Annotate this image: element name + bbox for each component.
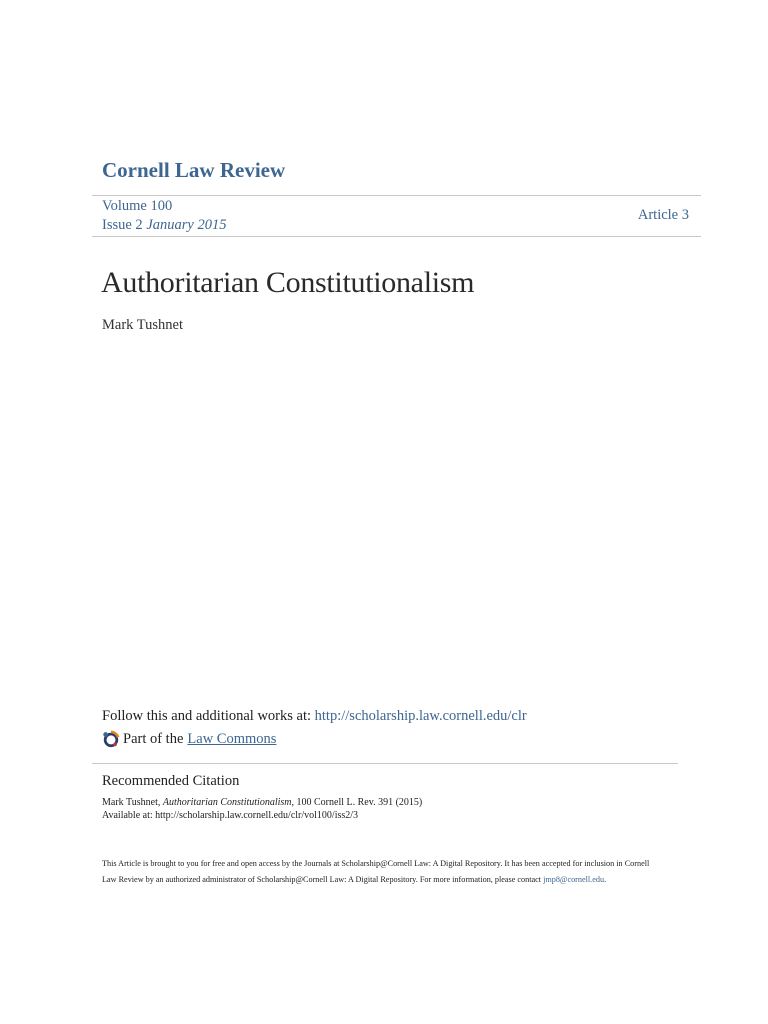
footer-note: This Article is brought to you for free and open access by the Journals at Scholarship@Cornell Law: A Digital Repository. It has been accepted for inclusion in Cornell Law Review by an authorized administrator of Scholarship@Cornell Law: A Digital Repository. For more information, please contact jmp8@cornell.edu. [102, 859, 650, 884]
follow-url-link[interactable]: http://scholarship.law.cornell.edu/clr [314, 708, 527, 724]
law-commons-link[interactable]: Law Commons [187, 730, 277, 747]
issue-line[interactable] [102, 217, 226, 234]
citation-rule [92, 763, 678, 764]
volume-link[interactable]: Volume 100 [102, 198, 173, 214]
journal-title[interactable]: Cornell Law Review [102, 158, 286, 182]
header-rule-top [92, 195, 701, 196]
citation-available: Available at: http://scholarship.law.cornell.edu/clr/vol100/iss2/3 [102, 810, 359, 821]
footer-text: This Article is brought to you for free and open access by the Journals at Scholarship@Cornell Law: A Digital Repository. It has been accepted for inclusion in Cornell Law Review by an authorized administrator of Scholarship@Cornell Law: A Digital Repository. For more information, please contact [102, 859, 650, 884]
issue-date: January 2015 [146, 217, 227, 233]
citation-line: Mark Tushnet, Authoritarian Constitutionalism, 100 Cornell L. Rev. 391 (2015) [102, 797, 423, 808]
article-number[interactable]: Article 3 [637, 207, 689, 223]
follow-line [102, 708, 527, 725]
digital-commons-icon [102, 730, 120, 748]
issue-number: Issue 2 [102, 217, 143, 233]
contact-email-link[interactable]: jmp8@cornell.edu [543, 874, 605, 884]
part-of-prefix: Part of the [123, 730, 184, 747]
recommended-citation-heading: Recommended Citation [102, 773, 240, 789]
header-rule-bottom [92, 236, 701, 237]
article-title: Authoritarian Constitutionalism [101, 266, 475, 299]
part-of-line [102, 730, 276, 748]
citation-text [102, 796, 422, 822]
follow-prefix: Follow this and additional works at: [102, 708, 315, 724]
citation-title: Authoritarian Constitutionalism [162, 797, 292, 808]
author-name[interactable]: Mark Tushnet [102, 317, 183, 333]
